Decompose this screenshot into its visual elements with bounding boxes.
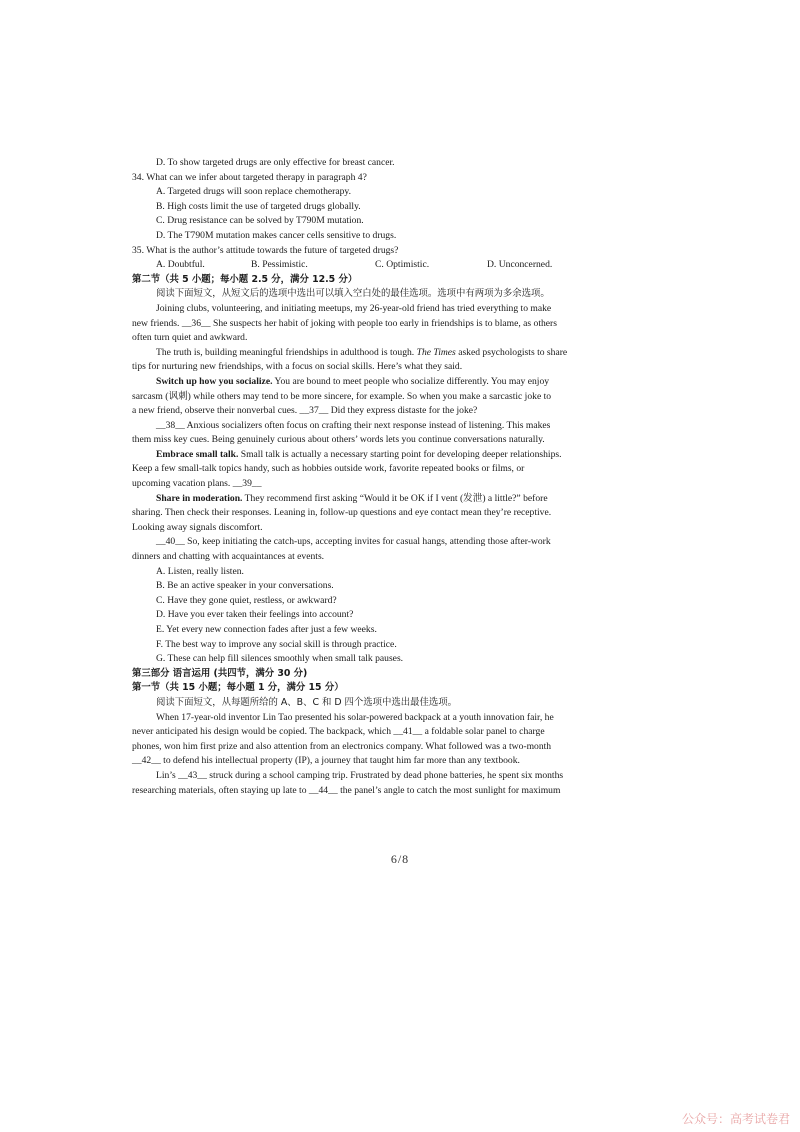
p3-p2-line1: Lin’s __43__ struck during a school camping trip. Frustrated by dead phone batteries, he spent six months bbox=[156, 769, 564, 781]
section2-header: 第二节（共 5 小题；每小题 2.5 分，满分 12.5 分） bbox=[132, 273, 358, 285]
part3-instruction: 阅读下面短文，从每题所给的 A、B、C 和 D 四个选项中选出最佳选项。 bbox=[156, 696, 458, 708]
s2-p6-line3: Looking away signals discomfort. bbox=[132, 521, 263, 533]
s2-p5-line1 bbox=[132, 448, 634, 463]
s2-option-c: C. Have they gone quiet, restless, or awkward? bbox=[156, 594, 337, 606]
s2-p2-text-post: asked psychologists to share bbox=[455, 346, 568, 358]
s2-p1-line1: Joining clubs, volunteering, and initiating meetups, my 26-year-old friend has tried everything to make bbox=[156, 302, 552, 314]
q35-stem: 35. What is the author’s attitude towards the future of targeted drugs? bbox=[132, 244, 399, 256]
q33-option-d: D. To show targeted drugs are only effective for breast cancer. bbox=[156, 157, 395, 168]
q35-option-c: C. Optimistic. bbox=[375, 259, 430, 271]
part3-section1-header: 第一节（共 15 小题；每小题 1 分，满分 15 分） bbox=[132, 682, 344, 694]
p3-p1-line2: never anticipated his design would be copied. The backpack, which __41__ a foldable solar panel to charge bbox=[132, 726, 545, 738]
s2-option-d: D. Have you ever taken their feelings into account? bbox=[156, 609, 354, 621]
page-content bbox=[132, 156, 634, 798]
q35-options bbox=[132, 258, 634, 273]
q35-option-d: D. Unconcerned. bbox=[487, 259, 553, 271]
s2-p2-line2: tips for nurturing new friendships, with a focus on social skills. Here’s what they said. bbox=[132, 361, 463, 373]
s2-p5-line3: upcoming vacation plans. __39__ bbox=[132, 478, 262, 490]
s2-p6-line1 bbox=[132, 492, 634, 507]
s2-option-e: E. Yet every new connection fades after just a few weeks. bbox=[156, 624, 377, 635]
s2-p7-line2: dinners and chatting with acquaintances at events. bbox=[132, 551, 325, 563]
q35-option-b: B. Pessimistic. bbox=[251, 259, 308, 271]
s2-p3-line2: sarcasm (讽刺) while others may tend to be more sincere, for example. So when you make a sarcastic joke to bbox=[132, 390, 552, 402]
s2-p3-text: You are bound to meet people who socialize differently. You may enjoy bbox=[272, 375, 550, 387]
s2-p3-heading: Switch up how you socialize. bbox=[156, 375, 273, 387]
s2-p6-line2: sharing. Then check their responses. Leaning in, follow-up questions and eye contact mean they’re receptive. bbox=[132, 507, 552, 519]
p3-p1-line1: When 17-year-old inventor Lin Tao presented his solar-powered backpack at a youth innovation fair, he bbox=[156, 711, 554, 723]
s2-option-f: F. The best way to improve any social skill is through practice. bbox=[156, 638, 397, 650]
newspaper-name: The Times bbox=[416, 346, 456, 358]
s2-p5-line2: Keep a few small-talk topics handy, such as hobbies outside work, favorite repeated books or films, or bbox=[132, 463, 525, 475]
q34-option-a: A. Targeted drugs will soon replace chemotherapy. bbox=[156, 186, 351, 198]
p3-p2-line2: researching materials, often staying up late to __44__ the panel’s angle to catch the most sunlight for maximum bbox=[132, 784, 561, 796]
s2-p4-line1: __38__ Anxious socializers often focus on crafting their next response instead of listening. This makes bbox=[156, 419, 551, 431]
s2-p4-line2: them miss key cues. Being genuinely curious about others’ words lets you continue conversations naturally. bbox=[132, 434, 545, 446]
q34-option-b: B. High costs limit the use of targeted drugs globally. bbox=[156, 200, 361, 212]
s2-p2-text-pre: The truth is, building meaningful friendships in adulthood is tough. bbox=[156, 346, 417, 358]
s2-p5-text: Small talk is actually a necessary starting point for developing deeper relationships. bbox=[238, 448, 562, 460]
s2-option-b: B. Be an active speaker in your conversations. bbox=[156, 580, 334, 592]
s2-p6-text: They recommend first asking “Would it be OK if I vent (发泄) a little?” before bbox=[242, 492, 548, 504]
watermark: 公众号：高考试卷君 bbox=[681, 1112, 790, 1126]
q34-option-d: D. The T790M mutation makes cancer cells sensitive to drugs. bbox=[156, 229, 397, 241]
s2-p5-heading: Embrace small talk. bbox=[156, 448, 239, 460]
section2-instruction: 阅读下面短文，从短文后的选项中选出可以填入空白处的最佳选项。选项中有两项为多余选项。 bbox=[156, 288, 550, 300]
s2-p1-line2: new friends. __36__ She suspects her habit of joking with people too early in friendships is to blame, as others bbox=[132, 317, 557, 329]
q34-option-c: C. Drug resistance can be solved by T790M mutation. bbox=[156, 215, 364, 227]
page-number: 6/8 bbox=[390, 852, 410, 866]
s2-p6-heading: Share in moderation. bbox=[156, 492, 243, 504]
s2-p3-line1 bbox=[132, 375, 634, 390]
s2-p1-line3: often turn quiet and awkward. bbox=[132, 332, 248, 344]
p3-p1-line3: phones, won him first prize and also attention from an electronics company. What followed was a two-month bbox=[132, 740, 552, 752]
s2-option-g: G. These can help fill silences smoothly when small talk pauses. bbox=[156, 653, 404, 665]
p3-p1-line4: __42__ to defend his intellectual property (IP), a journey that taught him far more than any textbook. bbox=[132, 755, 520, 767]
q34-stem: 34. What can we infer about targeted therapy in paragraph 4? bbox=[132, 171, 367, 183]
s2-p3-line3: a new friend, observe their nonverbal cues. __37__ Did they express distaste for the joke? bbox=[132, 405, 478, 417]
s2-p7-line1: __40__ So, keep initiating the catch-ups, accepting invites for casual hangs, attending those after-work bbox=[156, 536, 551, 548]
part3-header: 第三部分 语言运用 (共四节，满分 30 分) bbox=[132, 667, 308, 679]
s2-p2-line1 bbox=[132, 346, 634, 361]
q35-option-a: A. Doubtful. bbox=[156, 259, 205, 271]
s2-option-a: A. Listen, really listen. bbox=[156, 565, 244, 577]
